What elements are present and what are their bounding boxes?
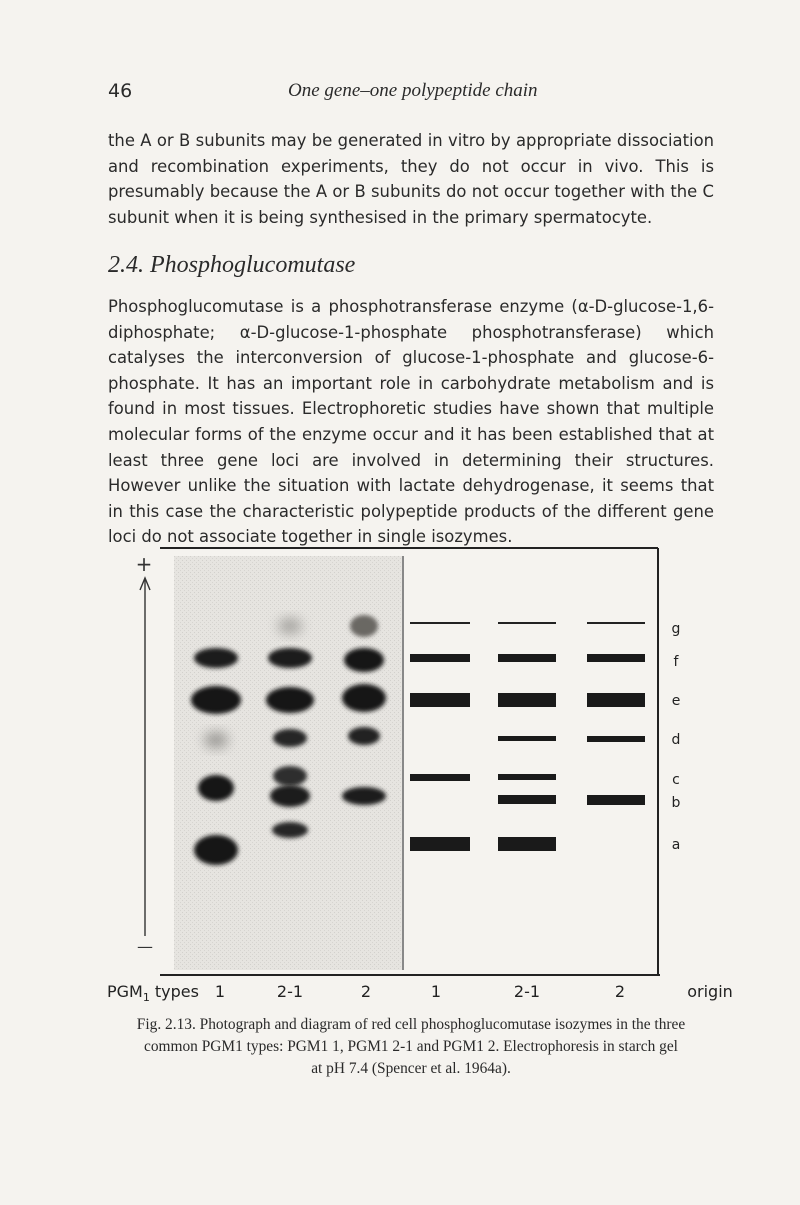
section-title: 2.4. Phosphoglucomutase xyxy=(108,252,356,278)
paragraph-1: the A or B subunits may be generated in vitro by appropriate dissociation and recombination experiments, they do not occur in vivo. This is presumably because the A or B subunits do not occur together with the C subunit when it is being synthesised in the primary spermatocyte. xyxy=(108,131,714,227)
origin-label: origin xyxy=(687,982,733,1001)
gel-figure-svg xyxy=(107,540,733,1020)
band-label-g: g xyxy=(671,621,681,637)
band-label-d: d xyxy=(671,732,681,748)
lane-label-photo-2: 2 xyxy=(360,982,372,1001)
caption-line-1: Fig. 2.13. Photograph and diagram of red cell phosphoglucomutase isozymes in the three xyxy=(136,1016,686,1033)
lane-label-diagram-2: 2 xyxy=(614,982,626,1001)
lane-label-photo-2-1: 2-1 xyxy=(276,982,304,1001)
lane-label-diagram-1: 1 xyxy=(430,982,442,1001)
page-header xyxy=(108,80,708,108)
migration-arrow-icon xyxy=(140,578,150,936)
types-label: $PGM_1$ types xyxy=(107,982,199,1004)
caption-line-2: common PGM1 types: PGM1 1, PGM1 2-1 and PGM1 2. Electrophoresis in starch gel xyxy=(144,1038,678,1055)
cathode-minus-sign: — xyxy=(137,937,153,956)
page-number: 46 xyxy=(108,80,133,102)
band-label-e: e xyxy=(671,693,681,709)
lane-label-diagram-2-1: 2-1 xyxy=(513,982,541,1001)
diagram-lane-2-1 xyxy=(498,622,556,851)
figure-caption xyxy=(108,1014,714,1080)
paragraph-2: Phosphoglucomutase is a phosphotransferase enzyme (α-D-glucose-1,6-diphosphate; α-D-glucose-1-phosphate phosphotransferase) which catalyses the interconversion of glucose-1-phosphate and glucose-6-phosphate. It has an important role in carbohydrate metabolism and is found in most tissues. Electrophoretic studies have shown that multiple molecular forms of the enzyme occur and it has been established that at least three gene loci are involved in determining their structures. However unlike the situation with lactate dehydrogenase, it seems that in this case the characteristic polypeptide products of the different gene loci do not associate together in single isozymes. xyxy=(108,297,715,547)
diagram-lane-1 xyxy=(410,622,470,851)
anode-plus-sign: + xyxy=(135,552,153,576)
caption-line-3: at pH 7.4 (Spencer et al. 1964a). xyxy=(311,1060,511,1077)
band-label-f: f xyxy=(673,654,679,670)
diagram-lane-2 xyxy=(587,622,645,805)
band-label-b: b xyxy=(671,795,681,811)
figure xyxy=(107,540,733,1020)
gel-photograph xyxy=(174,556,404,970)
lane-label-photo-1: 1 xyxy=(214,982,226,1001)
band-label-a: a xyxy=(671,837,681,853)
band-label-c: c xyxy=(672,772,680,788)
running-title: One gene–one polypeptide chain xyxy=(288,80,538,101)
